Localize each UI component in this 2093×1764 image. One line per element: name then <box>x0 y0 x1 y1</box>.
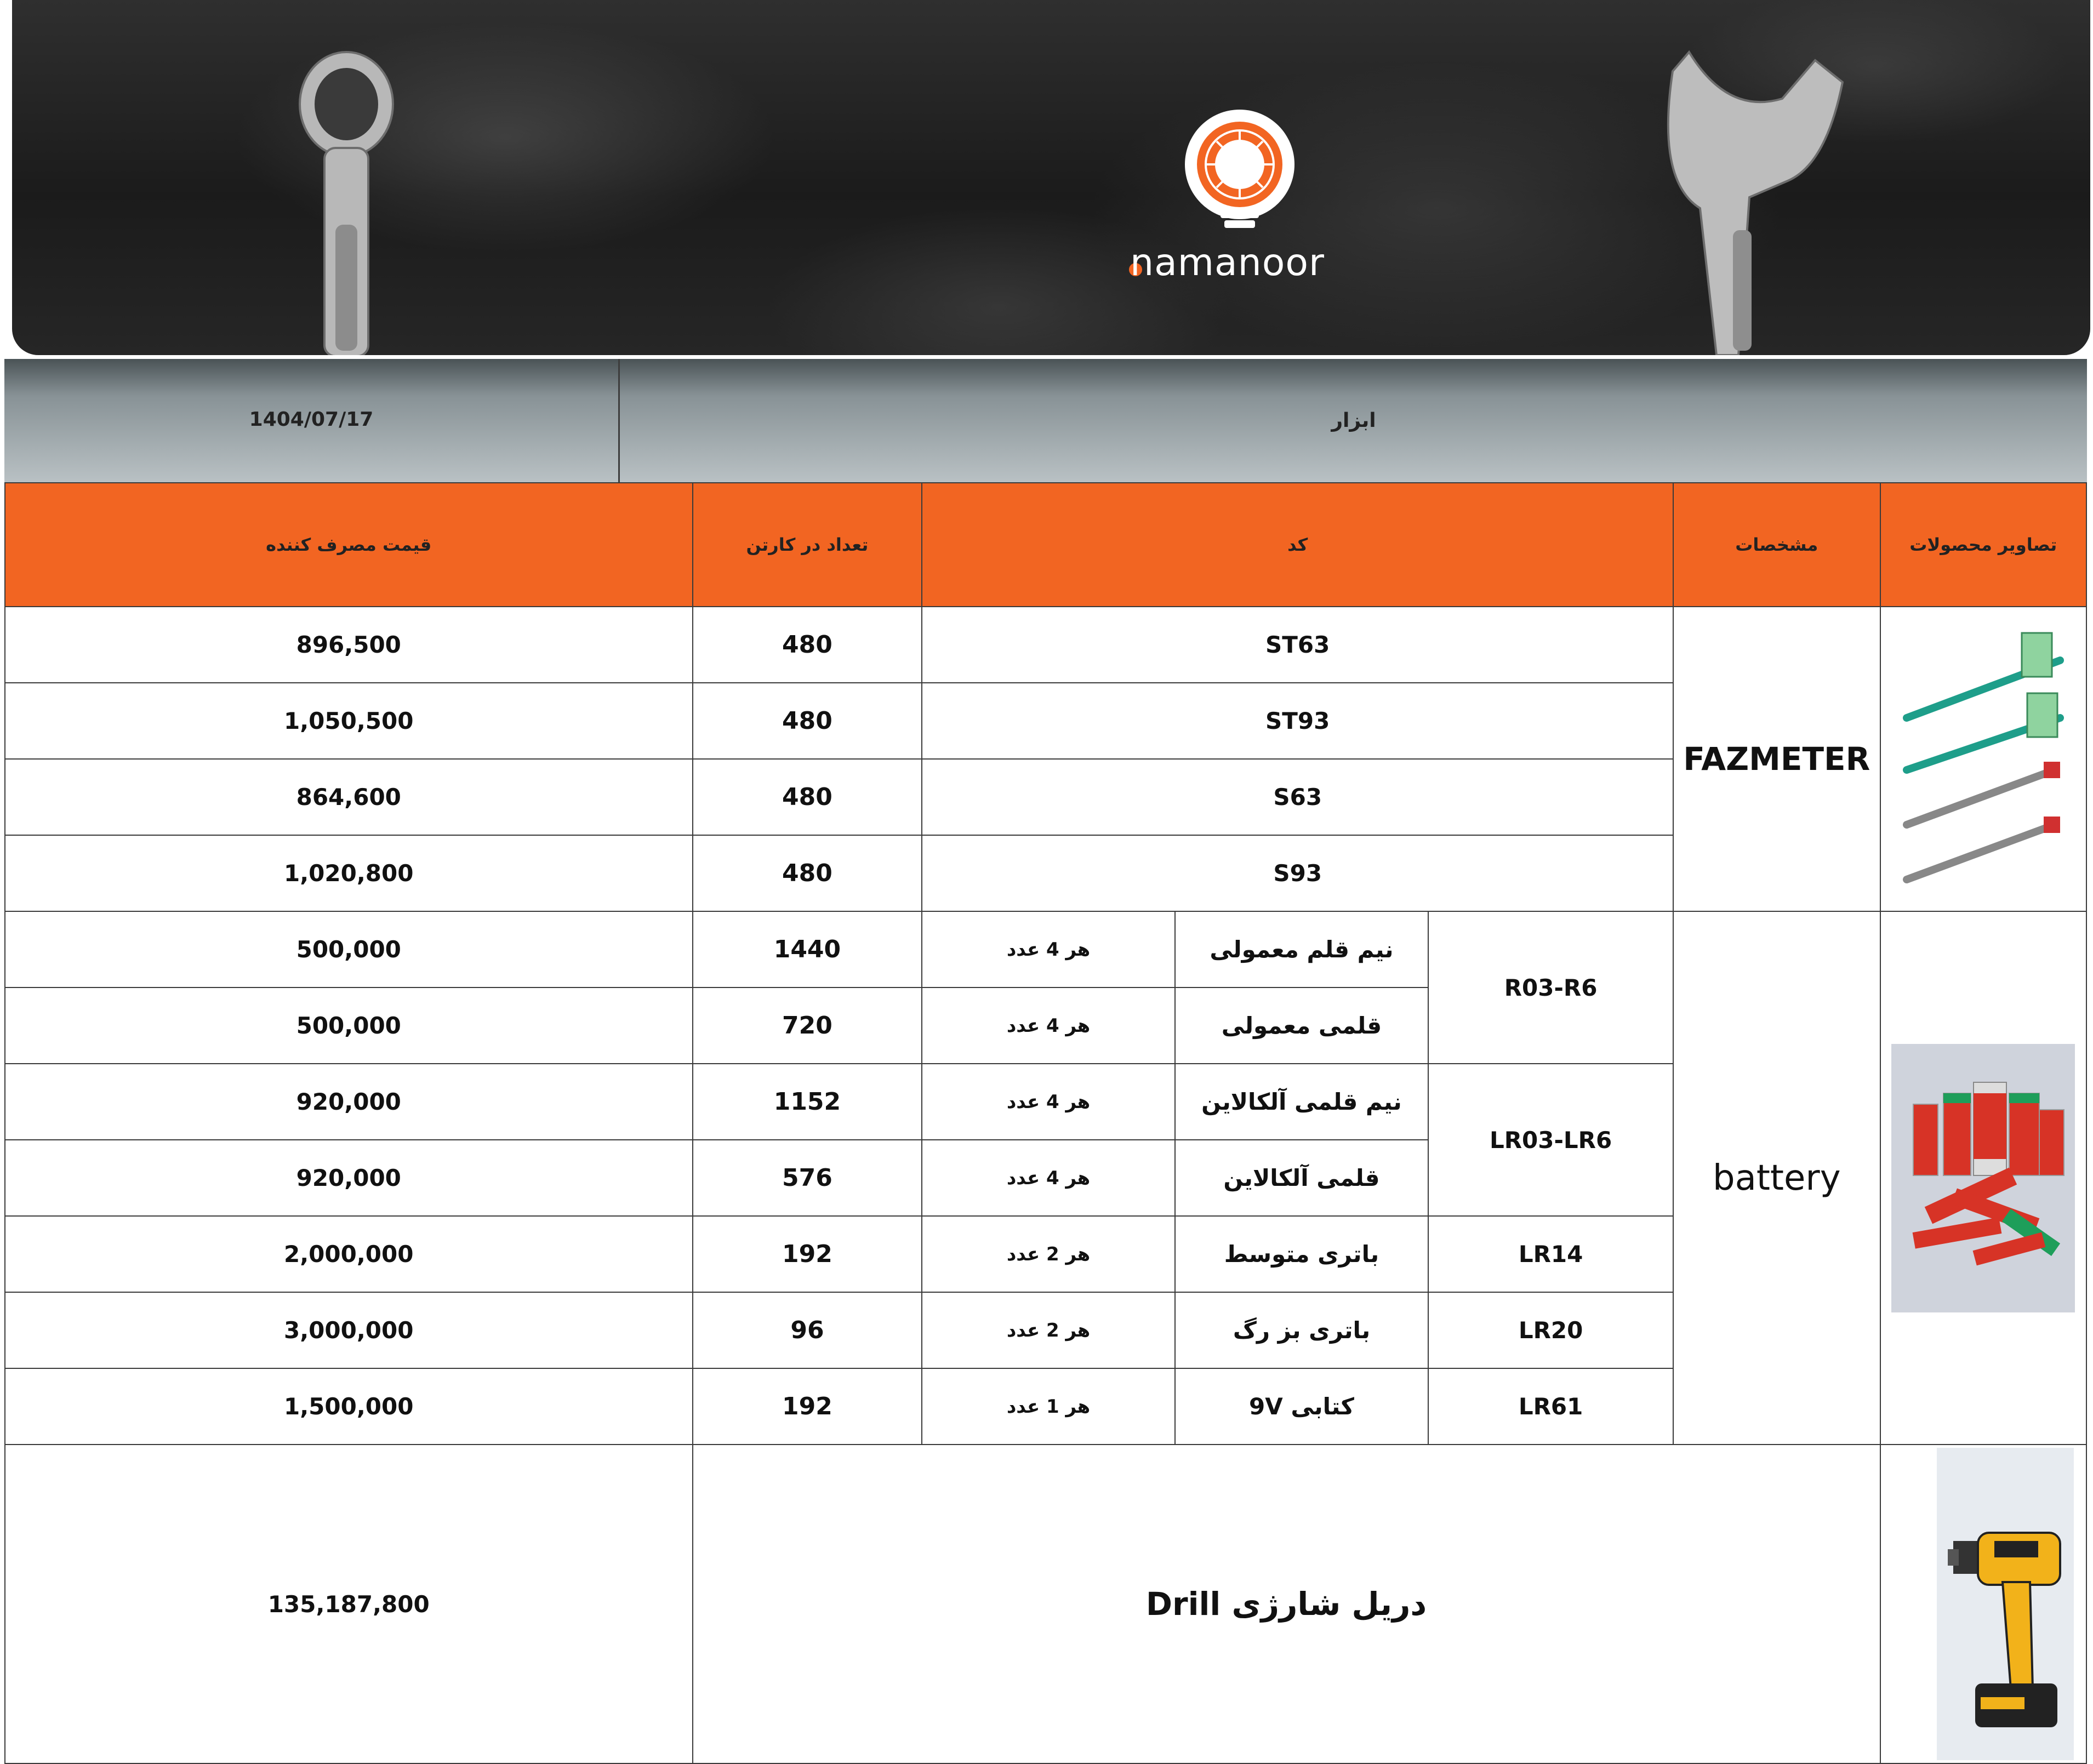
price-cell: 1,500,000 <box>5 1368 693 1445</box>
battery-name: باتری بز رگ <box>1175 1292 1428 1368</box>
battery-code: LR20 <box>1428 1292 1673 1368</box>
battery-pack: هر 2 عدد <box>922 1216 1174 1292</box>
qty-cell: 480 <box>693 683 922 759</box>
table-row <box>5 607 2086 683</box>
qty-cell: 1440 <box>693 911 922 987</box>
wrench-illustration <box>12 0 2090 355</box>
price-cell: 1,020,800 <box>5 835 693 911</box>
col-header-price: قیمت مصرف کننده <box>5 483 693 607</box>
title-bar <box>4 359 2087 484</box>
code-cell: ST63 <box>922 607 1673 683</box>
code-cell: S63 <box>922 759 1673 835</box>
price-cell: 3,000,000 <box>5 1292 693 1368</box>
header-banner <box>12 0 2090 355</box>
table-header-row <box>5 483 2086 607</box>
battery-name: قلمی آلکالاین <box>1175 1140 1428 1216</box>
battery-code: LR14 <box>1428 1216 1673 1292</box>
code-cell: ST93 <box>922 683 1673 759</box>
qty-cell: 480 <box>693 835 922 911</box>
cordless-drill-image <box>1893 1448 2074 1760</box>
battery-name: کتابی 9V <box>1175 1368 1428 1445</box>
price-cell: 920,000 <box>5 1064 693 1140</box>
brand-name: namanoor <box>1130 241 1325 284</box>
price-list-date: 1404/07/17 <box>249 408 374 431</box>
qty-cell: 720 <box>693 987 922 1064</box>
battery-group-code: R03-R6 <box>1428 911 1673 1064</box>
qty-cell: 1152 <box>693 1064 922 1140</box>
col-header-code: کد <box>922 483 1673 607</box>
battery-pack: هر 2 عدد <box>922 1292 1174 1368</box>
category-title: ابزار <box>1331 409 1376 432</box>
qty-cell: 576 <box>693 1140 922 1216</box>
price-cell: 864,600 <box>5 759 693 835</box>
battery-name: نیم قلم معمولی <box>1175 911 1428 987</box>
qty-cell: 192 <box>693 1368 922 1445</box>
battery-pack: هر 4 عدد <box>922 1064 1174 1140</box>
code-cell: S93 <box>922 835 1673 911</box>
price-cell: 500,000 <box>5 911 693 987</box>
qty-cell: 480 <box>693 607 922 683</box>
battery-code: LR61 <box>1428 1368 1673 1445</box>
fazmeter-spec: FAZMETER <box>1673 607 1880 911</box>
table-row <box>5 911 2086 987</box>
battery-pack: هر 4 عدد <box>922 911 1174 987</box>
fazmeter-image <box>1880 607 2086 911</box>
price-cell: 1,050,500 <box>5 683 693 759</box>
battery-pack: هر 4 عدد <box>922 1140 1174 1216</box>
drill-title: دریل شارژی Drill <box>693 1445 1880 1763</box>
qty-cell: 96 <box>693 1292 922 1368</box>
price-cell: 896,500 <box>5 607 693 683</box>
price-cell: 2,000,000 <box>5 1216 693 1292</box>
price-cell: 920,000 <box>5 1140 693 1216</box>
price-cell: 500,000 <box>5 987 693 1064</box>
drill-price: 135,187,800 <box>5 1445 693 1763</box>
battery-name: باتری متوسط <box>1175 1216 1428 1292</box>
battery-group-code: LR03-LR6 <box>1428 1064 1673 1216</box>
battery-pack: هر 4 عدد <box>922 987 1174 1064</box>
table-row <box>5 1445 2086 1763</box>
col-header-specs: مشخصات <box>1673 483 1880 607</box>
battery-pack: هر 1 عدد <box>922 1368 1174 1445</box>
batteries-image <box>1891 1044 2075 1312</box>
battery-name: نیم قلمی آلکالاین <box>1175 1064 1428 1140</box>
col-header-qty: تعداد در کارتن <box>693 483 922 607</box>
drill-image <box>1880 1445 2086 1763</box>
battery-image <box>1880 911 2086 1445</box>
voltage-tester-image <box>1896 622 2071 896</box>
price-table <box>4 482 2087 1764</box>
qty-cell: 480 <box>693 759 922 835</box>
battery-spec: battery <box>1673 911 1880 1445</box>
qty-cell: 192 <box>693 1216 922 1292</box>
col-header-images: تصاویر محصولات <box>1880 483 2086 607</box>
battery-name: قلمی معمولی <box>1175 987 1428 1064</box>
